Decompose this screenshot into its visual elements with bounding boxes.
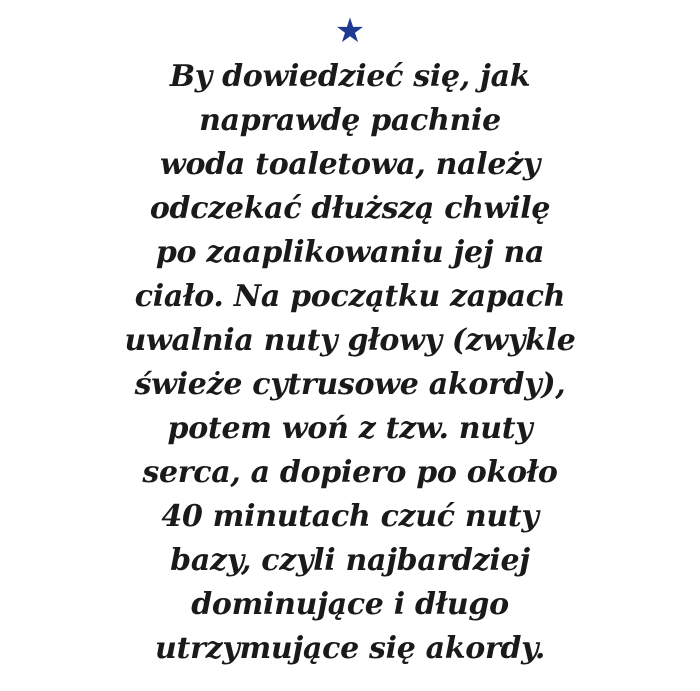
quote-line: potem woń z tzw. nuty: [167, 411, 533, 446]
quote-line: serca, a dopiero po około: [142, 455, 558, 490]
quote-line: utrzymujące się akordy.: [155, 631, 545, 666]
quote-line: By dowiedzieć się, jak: [169, 59, 531, 94]
quote-line: dominujące i długo: [191, 587, 509, 622]
star-icon: ★: [334, 11, 366, 51]
quote-line: świeże cytrusowe akordy),: [134, 367, 566, 402]
quote-line: woda toaletowa, należy: [159, 147, 541, 182]
quote-line: 40 minutach czuć nuty: [161, 499, 539, 534]
quote-line: naprawdę pachnie: [199, 103, 501, 138]
quote-line: ciało. Na początku zapach: [134, 279, 566, 314]
quote-line: bazy, czyli najbardziej: [170, 543, 530, 578]
quote-line: po zaaplikowaniu jej na: [155, 235, 545, 270]
quote-line: odczekać dłuższą chwilę: [149, 191, 551, 226]
quote-text: [0, 55, 700, 671]
quote-line: uwalnia nuty głowy (zwykle: [124, 323, 576, 358]
